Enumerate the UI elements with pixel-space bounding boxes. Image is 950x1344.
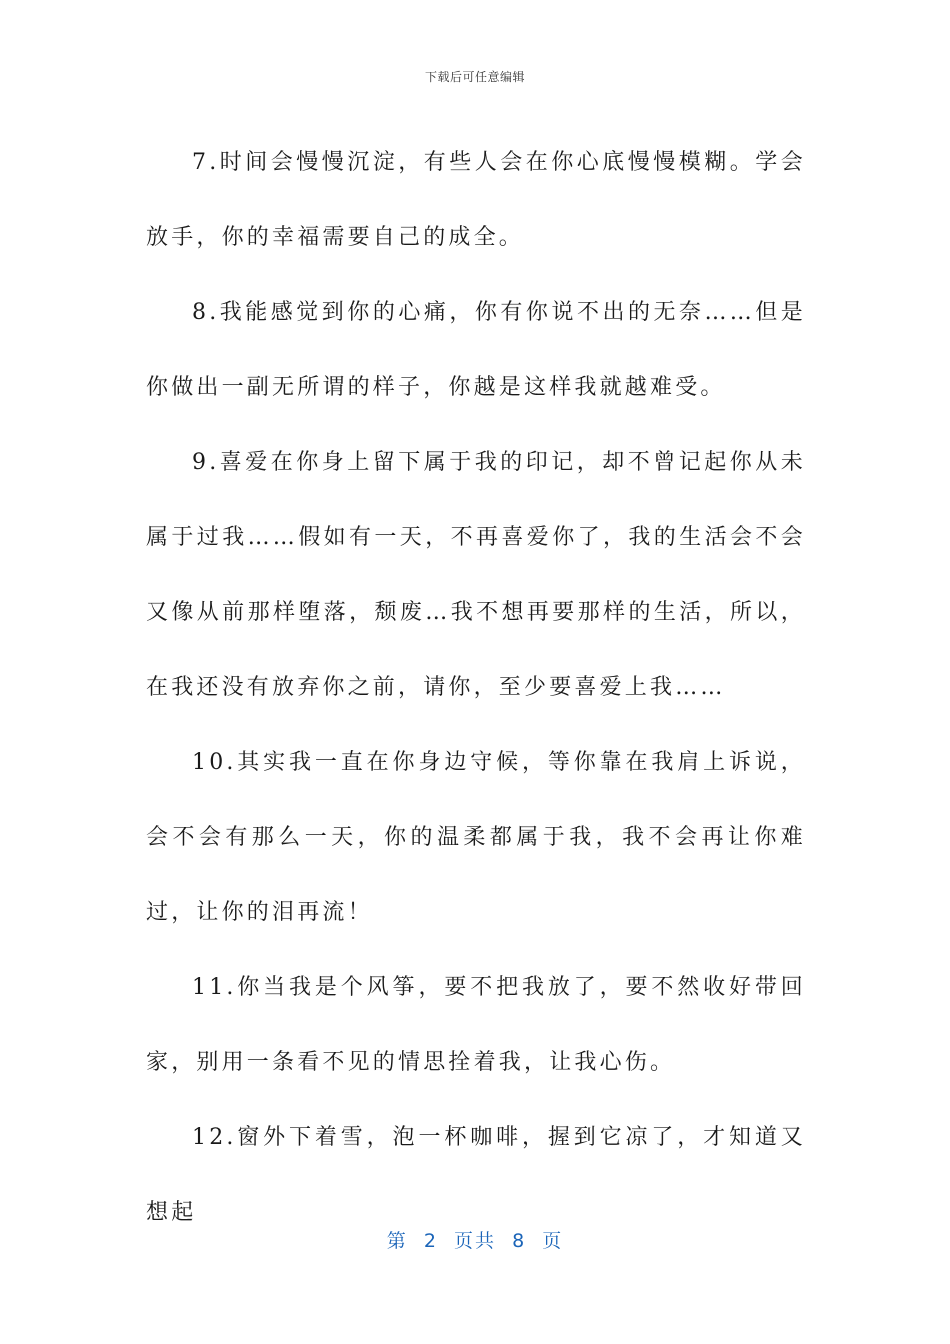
footer-middle: 页共 — [437, 1230, 513, 1252]
paragraph-9: 9.喜爱在你身上留下属于我的印记，却不曾记起你从未属于过我……假如有一天，不再喜爱你了，我的生活会不会又像从前那样堕落，颓废…我不想再要那样的生活，所以，在我还没有放弃你之前，请你，至少要喜爱上我…… — [146, 450, 806, 700]
page-footer — [0, 1226, 950, 1253]
paragraph-8: 8.我能感觉到你的心痛，你有你说不出的无奈……但是你做出一副无所谓的样子，你越是这样我就越难受。 — [146, 300, 806, 400]
paragraph-7: 7.时间会慢慢沉淀，有些人会在你心底慢慢模糊。学会放手，你的幸福需要自己的成全。 — [146, 150, 806, 250]
current-page-number: 2 — [423, 1230, 438, 1252]
footer-suffix: 页 — [526, 1230, 564, 1252]
paragraph-11: 11.你当我是个风筝，要不把我放了，要不然收好带回家，别用一条看不见的情思拴着我，让我心伤。 — [146, 975, 806, 1075]
document-body — [146, 125, 806, 1250]
total-page-count: 8 — [512, 1230, 527, 1252]
footer-prefix: 第 — [386, 1230, 424, 1252]
paragraph-12: 12.窗外下着雪，泡一杯咖啡，握到它凉了，才知道又想起 — [146, 1125, 806, 1225]
header-note: 下载后可任意编辑 — [424, 70, 525, 84]
paragraph-10: 10.其实我一直在你身边守候，等你靠在我肩上诉说，会不会有那么一天，你的温柔都属于我，我不会再让你难过，让你的泪再流！ — [146, 750, 806, 925]
